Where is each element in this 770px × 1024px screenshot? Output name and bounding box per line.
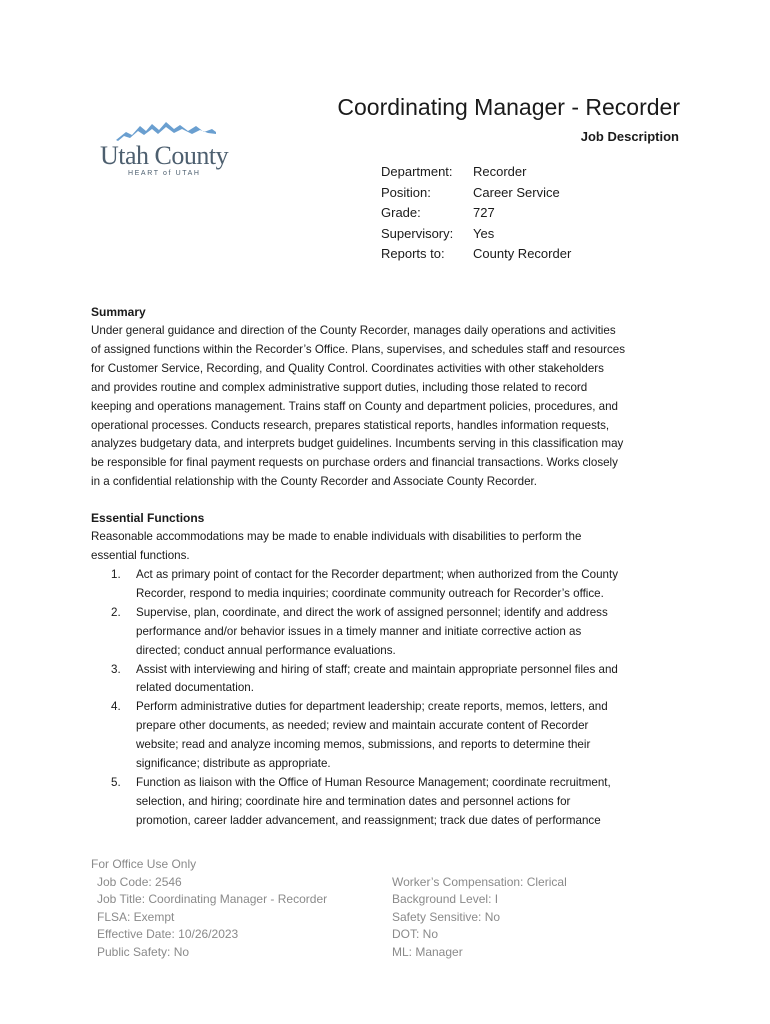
summary-line: be responsible for final payment requests on purchase orders and financial transactions. Works closely xyxy=(91,456,618,470)
summary-line: and provides routine and complex administrative support duties, including those related to record xyxy=(91,380,588,394)
meta-label: Grade: xyxy=(381,205,421,220)
meta-label: Position: xyxy=(381,184,431,200)
list-line: performance and/or behavior issues in a timely manner and initiate corrective action as xyxy=(136,624,582,638)
list-item xyxy=(91,774,691,831)
mountains-icon xyxy=(116,120,216,142)
page-title: Coordinating Manager - Recorder xyxy=(337,94,680,120)
office-field: Public Safety: No xyxy=(97,944,190,959)
meta-row-department xyxy=(381,162,571,183)
meta-value: Yes xyxy=(473,225,495,241)
list-number: 5. xyxy=(111,775,121,789)
summary-line: analyzes budgetary data, and interprets budget guidelines. Incumbents serving in this classification may xyxy=(91,437,624,451)
summary-heading: Summary xyxy=(91,305,146,319)
list-line: significance; distribute as appropriate. xyxy=(136,757,331,771)
essential-intro xyxy=(91,528,691,566)
summary-line: Under general guidance and direction of the County Recorder, manages daily operations and activities xyxy=(91,324,616,337)
summary-paragraph xyxy=(91,322,691,492)
office-field: FLSA: Exempt xyxy=(97,909,175,924)
office-use-heading: For Office Use Only xyxy=(91,857,197,871)
intro-line: essential functions. xyxy=(91,548,190,562)
office-field: Effective Date: 10/26/2023 xyxy=(97,927,239,941)
list-line: selection, and hiring; coordinate hire and termination dates and personnel actions for xyxy=(136,794,571,808)
list-line: Recorder, respond to media inquiries; coordinate community outreach for Recorder’s office. xyxy=(136,586,604,600)
summary-line: in a confidential relationship with the County Recorder and Associate County Recorder. xyxy=(91,475,537,489)
list-number: 4. xyxy=(111,700,121,714)
office-field: ML: Manager xyxy=(392,944,463,959)
list-line: Perform administrative duties for department leadership; create reports, memos, letters, and xyxy=(136,700,608,714)
summary-line: operational processes. Conducts research, prepares statistical reports, handles information requests, xyxy=(91,418,610,432)
list-number: 2. xyxy=(111,605,121,619)
meta-label: Reports to: xyxy=(381,246,445,261)
meta-label: Supervisory: xyxy=(381,225,454,241)
list-line: Supervise, plan, coordinate, and direct the work of assigned personnel; identify and address xyxy=(136,605,608,619)
office-field: Background Level: I xyxy=(392,892,499,906)
summary-line: of assigned functions within the Recorder’s Office. Plans, supervises, and schedules staff and resources xyxy=(91,342,626,356)
logo-name: Utah County xyxy=(100,141,229,170)
office-field: Job Title: Coordinating Manager - Recorder xyxy=(97,892,328,906)
list-line: Act as primary point of contact for the Recorder department; when authorized from the County xyxy=(136,568,619,581)
list-item xyxy=(91,698,691,774)
meta-value: County Recorder xyxy=(473,246,572,261)
list-line: Assist with interviewing and hiring of staff; create and maintain appropriate personnel files and xyxy=(136,662,618,676)
office-field: DOT: No xyxy=(392,927,439,941)
job-meta-table xyxy=(381,162,571,265)
intro-line: Reasonable accommodations may be made to enable individuals with disabilities to perform the xyxy=(91,530,582,543)
list-line: directed; conduct annual performance evaluations. xyxy=(136,643,396,657)
meta-row-reports-to xyxy=(381,244,571,265)
office-field: Worker’s Compensation: Clerical xyxy=(392,874,567,889)
meta-value: Recorder xyxy=(473,164,527,179)
essential-functions-heading: Essential Functions xyxy=(91,511,205,525)
office-left-column xyxy=(97,874,392,962)
logo-tagline: HEART of UTAH xyxy=(128,170,201,177)
list-line: related documentation. xyxy=(136,681,254,695)
meta-row-position xyxy=(381,183,571,204)
meta-value: Career Service xyxy=(473,184,560,200)
list-line: prepare other documents, as needed; review and maintain accurate content of Recorder xyxy=(136,719,589,733)
summary-line: keeping and operations management. Trains staff on County and department policies, procedures, and xyxy=(91,399,618,413)
list-line: promotion, career ladder advancement, and reassignment; track due dates of performance xyxy=(136,813,601,827)
list-item xyxy=(91,566,691,604)
essential-functions-list xyxy=(91,566,691,831)
meta-value: 727 xyxy=(473,205,495,220)
office-field: Safety Sensitive: No xyxy=(392,909,501,924)
utah-county-logo xyxy=(100,120,232,182)
list-line: Function as liaison with the Office of Human Resource Management; coordinate recruitment, xyxy=(136,775,611,789)
meta-row-supervisory xyxy=(381,224,571,245)
list-number: 1. xyxy=(111,568,121,581)
list-item xyxy=(91,661,691,699)
office-use-footer xyxy=(91,856,687,961)
list-number: 3. xyxy=(111,662,121,676)
list-line: website; read and analyze incoming memos, submissions, and reports to determine their xyxy=(136,738,591,752)
office-field: Job Code: 2546 xyxy=(97,874,182,889)
page-subtitle: Job Description xyxy=(580,129,679,144)
office-right-column xyxy=(392,874,687,962)
meta-label: Department: xyxy=(381,164,453,179)
summary-line: for Customer Service, Recording, and Quality Control. Coordinates activities with other stakeholders xyxy=(91,361,604,375)
list-item xyxy=(91,604,691,661)
meta-row-grade xyxy=(381,203,571,224)
